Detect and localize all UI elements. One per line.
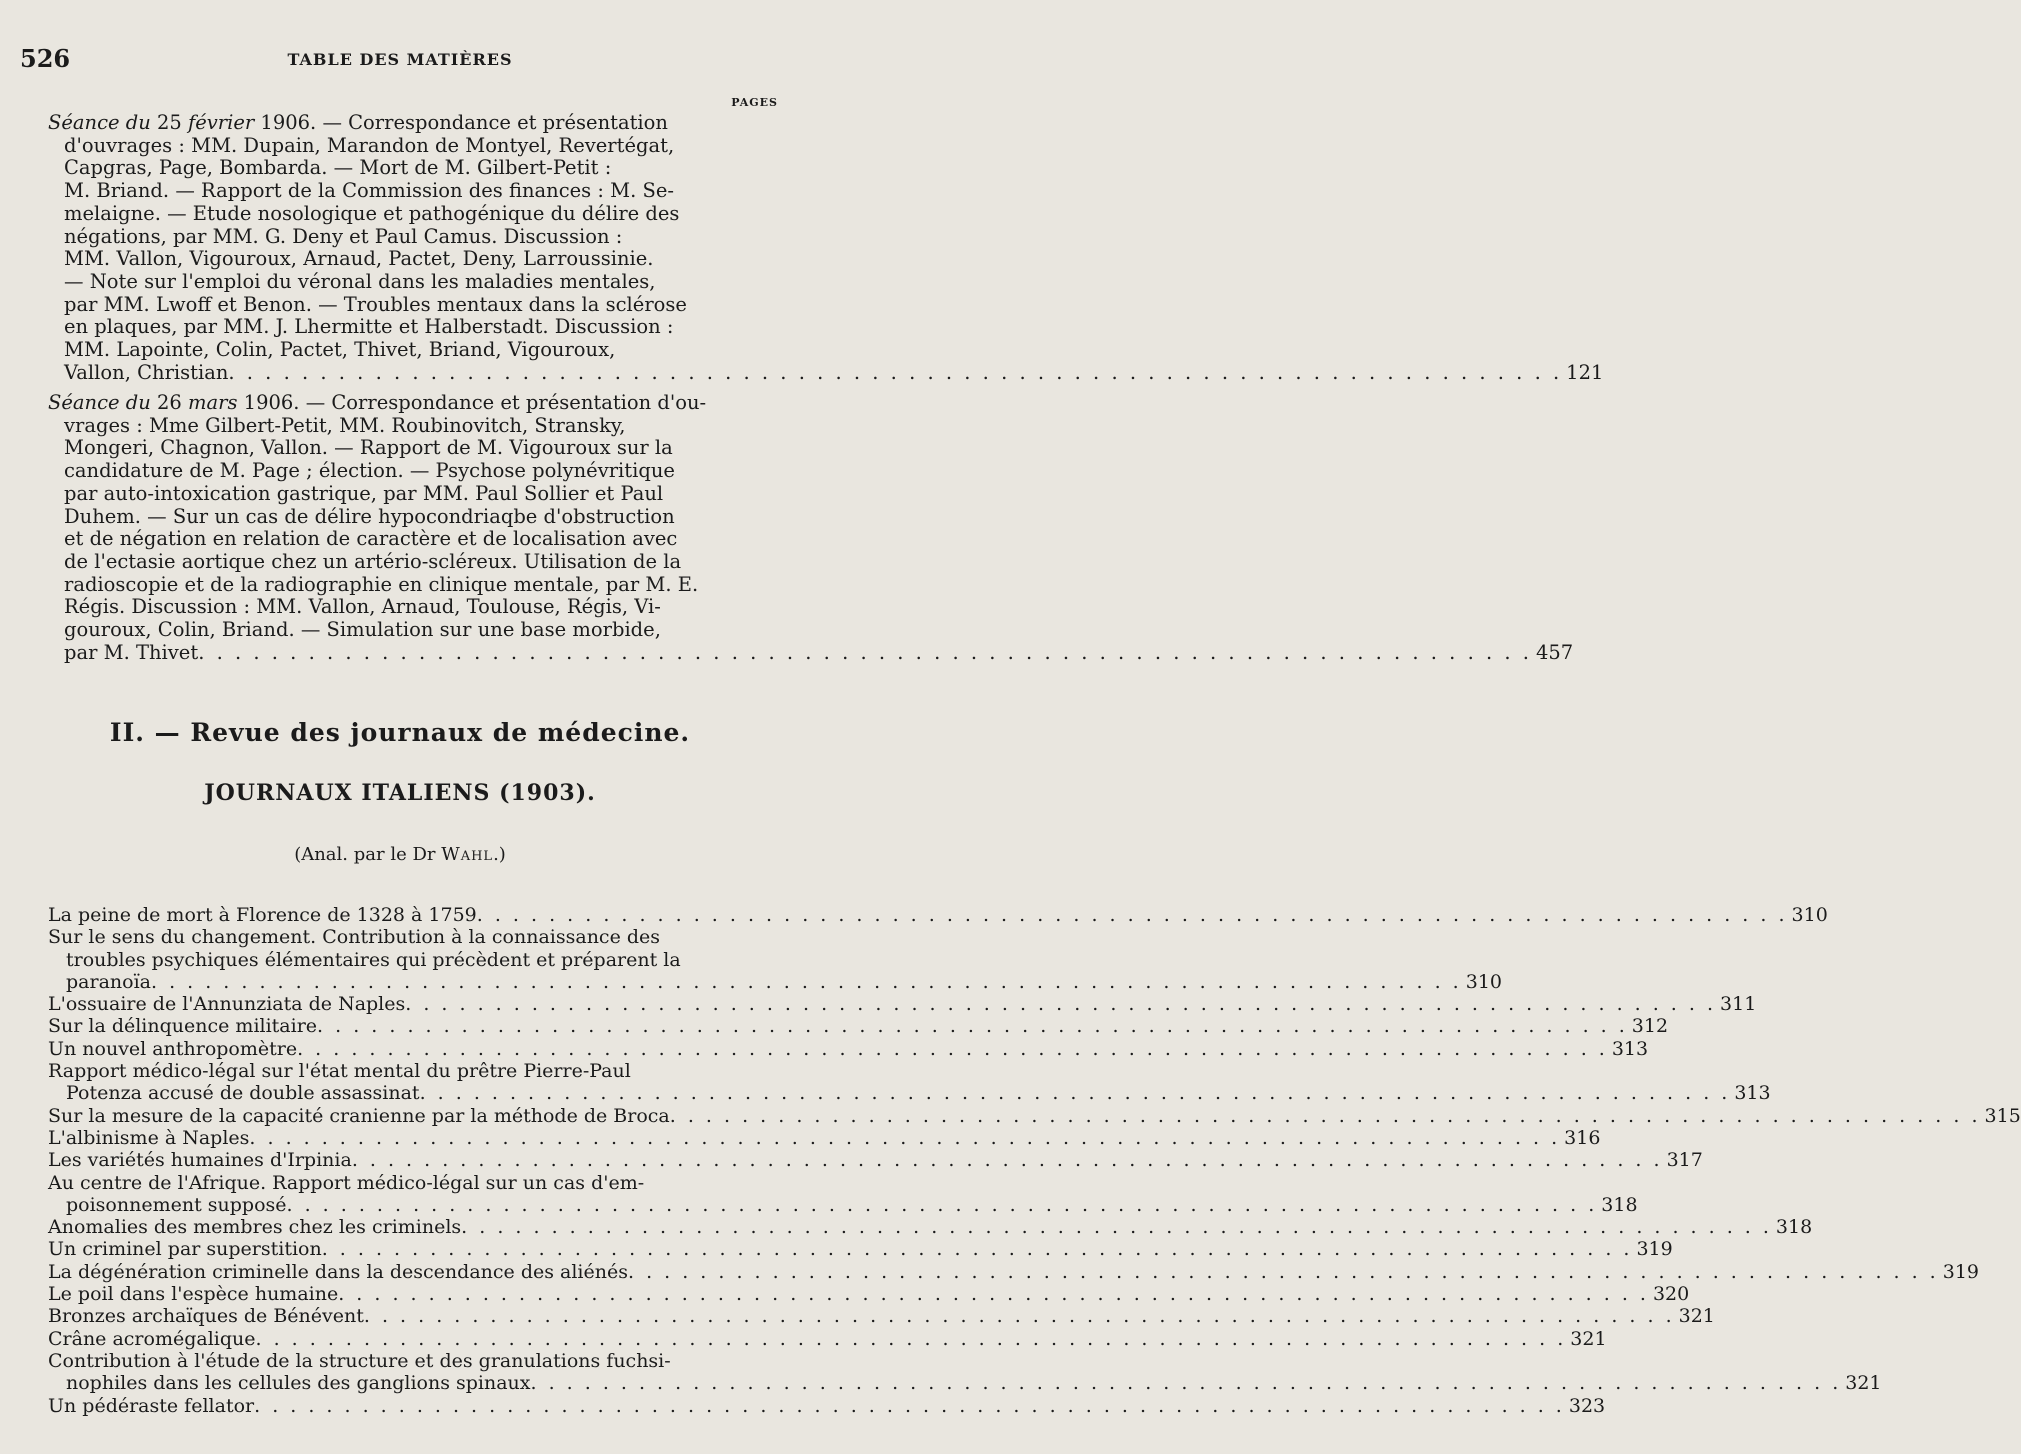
session-month: février — [188, 111, 255, 134]
dot-leader: . . . . . . . . . . . . . . . . . . . . . . . . . . . . . . . . . . . . . . . . . . . . . . . . . . . . . . . . . . . . . . . . . . . . . . . . . — [338, 1283, 1649, 1306]
entry-line: — Note sur l'emploi du véronal dans les maladies mentales, — [64, 269, 656, 293]
toc-page-number: 318 — [1601, 1193, 1638, 1216]
session-label: Séance du — [48, 111, 151, 134]
entry-line: vrages : Mme Gilbert-Petit, MM. Roubinovitch, Stransky, — [64, 413, 626, 437]
entry-line: de l'ectasie aortique chez un artério-scléreux. Utilisation de la — [64, 549, 682, 573]
toc-title: Contribution à l'étude de la structure et des granulations fuchsi- — [48, 1349, 671, 1372]
entry-line: en plaques, par MM. J. Lhermitte et Halberstadt. Discussion : — [64, 315, 674, 339]
entry-text: 1906. — Correspondance et présentation d'ou- — [237, 391, 707, 414]
toc-page-number: 310 — [1465, 970, 1502, 993]
dot-leader: . . . . . . . . . . . . . . . . . . . . . . . . . . . . . . . . . . . . . . . . . . . . . . . . . . . . . . . . . . . . . . . . . . . . . . . . . — [419, 1082, 1731, 1105]
dot-leader: . . . . . . . . . . . . . . . . . . . . . . . . . . . . . . . . . . . . . . . . . . . . . . . . . . . . . . . . . . . . . . . . . . . . . . . . . — [249, 1126, 1561, 1149]
entry-line: et de négation en relation de caractère et de localisation avec — [64, 527, 678, 551]
toc-page-number: 319 — [1636, 1238, 1673, 1261]
toc-item — [48, 926, 1502, 993]
toc-title-continued: Potenza accusé de double assassinat — [66, 1082, 420, 1105]
analyst-byline — [0, 844, 800, 865]
entry-line: Duhem. — Sur un cas de délire hypocondriaqbe d'obstruction — [64, 504, 675, 528]
toc-item — [48, 1394, 1606, 1417]
dot-leader: . . . . . . . . . . . . . . . . . . . . . . . . . . . . . . . . . . . . . . . . . . . . . . . . . . . . . . . . . . . . . . . . . . . . . . . . . — [255, 1327, 1567, 1350]
dot-leader: . . . . . . . . . . . . . . . . . . . . . . . . . . . . . . . . . . . . . . . . . . . . . . . . . . . . . . . . . . . . . . . . . . . . . . . . . — [228, 360, 1563, 384]
toc-line — [48, 1149, 1703, 1172]
entry-line — [48, 112, 766, 135]
toc-page-number: 323 — [1568, 1394, 1606, 1417]
section-title: II. — Revue des journaux de médecine. — [109, 718, 691, 747]
toc-page-number: 310 — [1791, 904, 1828, 926]
toc-page-number: 311 — [1720, 993, 1757, 1016]
toc-title: Sur la mesure de la capacité cranienne par la méthode de Broca — [48, 1104, 670, 1127]
toc-title-continued: nophiles dans les cellules des ganglions spinaux — [66, 1372, 531, 1395]
session-day: 26 — [150, 391, 189, 414]
session-entry-march — [48, 391, 1574, 664]
toc-page-number: 312 — [1631, 1015, 1669, 1038]
toc-item — [48, 1015, 1669, 1038]
toc-item — [48, 1216, 1813, 1239]
entry-line: par MM. Lwoff et Benon. — Troubles mentaux dans la sclérose — [64, 292, 687, 316]
journal-subtitle: JOURNAUX ITALIENS (1903). — [204, 780, 596, 806]
entry-line: M. Briand. — Rapport de la Commission des finances : M. Se- — [64, 179, 675, 203]
toc-item — [48, 1349, 1882, 1395]
toc-page-number: 321 — [1845, 1372, 1882, 1395]
toc-item — [48, 1260, 1979, 1283]
session-entry-february — [48, 111, 1604, 384]
session-day: 25 — [150, 111, 189, 134]
toc-line — [48, 904, 1828, 926]
toc-line — [48, 1305, 1715, 1328]
toc-item — [48, 1327, 1607, 1350]
toc-page-number: 318 — [1775, 1216, 1813, 1239]
toc-page-number: 313 — [1734, 1082, 1771, 1105]
entry-line: candidature de M. Page ; élection. — Psychose polynévritique — [64, 459, 675, 483]
entry-line: gouroux, Colin, Briand. — Simulation sur une base morbide, — [64, 618, 661, 642]
session-label: Séance du — [48, 391, 151, 414]
toc-line — [48, 970, 1502, 993]
toc-item — [48, 1238, 1673, 1261]
byline-suffix: .) — [493, 844, 506, 865]
entry-last-line — [48, 360, 1604, 385]
toc-line — [48, 1104, 2021, 1127]
dot-leader: . . . . . . . . . . . . . . . . . . . . . . . . . . . . . . . . . . . . . . . . . . . . . . . . . . . . . . . . . . . . . . . . . . . . . . . . . — [286, 1193, 1598, 1216]
running-title: TABLE DES MATIÈRES — [287, 50, 513, 69]
toc-line — [48, 1193, 1638, 1216]
toc-line — [48, 993, 1757, 1016]
toc-item — [48, 1283, 1690, 1306]
dot-leader: . . . . . . . . . . . . . . . . . . . . . . . . . . . . . . . . . . . . . . . . . . . . . . . . . . . . . . . . . . . . . . . . . . . . . . . . . — [461, 1216, 1772, 1239]
byline-prefix: (Anal. par le Dr — [294, 844, 442, 865]
entry-line: Régis. Discussion : MM. Vallon, Arnaud, Toulouse, Régis, Vi- — [64, 595, 661, 619]
toc-item — [48, 993, 1757, 1016]
dot-leader: . . . . . . . . . . . . . . . . . . . . . . . . . . . . . . . . . . . . . . . . . . . . . . . . . . . . . . . . . . . . . . . . . . . . . . . . . — [321, 1238, 1633, 1261]
entry-line — [48, 392, 766, 415]
entry-line: Mongeri, Chagnon, Vallon. — Rapport de M. Vigouroux sur la — [64, 436, 673, 460]
dot-leader: . . . . . . . . . . . . . . . . . . . . . . . . . . . . . . . . . . . . . . . . . . . . . . . . . . . . . . . . . . . . . . . . . . . . . . . . . — [405, 993, 1717, 1016]
toc-item — [48, 1126, 1601, 1149]
table-of-contents — [48, 904, 2021, 1417]
entry-line: MM. Lapointe, Colin, Pactet, Thivet, Briand, Vigouroux, — [64, 338, 616, 362]
dot-leader: . . . . . . . . . . . . . . . . . . . . . . . . . . . . . . . . . . . . . . . . . . . . . . . . . . . . . . . . . . . . . . . . . . . . . . . . . — [254, 1394, 1565, 1417]
toc-title: Sur le sens du changement. Contribution à la connaissance des — [48, 926, 661, 949]
toc-item — [48, 1104, 2021, 1127]
dot-leader: . . . . . . . . . . . . . . . . . . . . . . . . . . . . . . . . . . . . . . . . . . . . . . . . . . . . . . . . . . . . . . . . . . . . . . . . . — [150, 970, 1462, 993]
pages-column-label: PAGES — [731, 96, 778, 109]
toc-page-number: 313 — [1611, 1037, 1649, 1060]
toc-line — [48, 1238, 1673, 1261]
toc-page-number: 319 — [1942, 1260, 1979, 1283]
entry-line: par auto-intoxication gastrique, par MM. Paul Sollier et Paul — [64, 481, 664, 505]
toc-title-continued: troubles psychiques élémentaires qui précèdent et préparent la — [66, 948, 681, 971]
entry-line: d'ouvrages : MM. Dupain, Marandon de Montyel, Revertégat, — [64, 133, 675, 157]
dot-leader: . . . . . . . . . . . . . . . . . . . . . . . . . . . . . . . . . . . . . . . . . . . . . . . . . . . . . . . . . . . . . . . . . . . . . . . . . — [476, 904, 1788, 926]
page-header — [0, 44, 800, 74]
toc-item — [48, 1149, 1703, 1172]
toc-title: Rapport médico-légal sur l'état mental du prêtre Pierre-Paul — [48, 1060, 631, 1083]
entry-line: Capgras, Page, Bombarda. — Mort de M. Gilbert-Petit : — [64, 156, 612, 180]
toc-line — [48, 1015, 1669, 1038]
dot-leader: . . . . . . . . . . . . . . . . . . . . . . . . . . . . . . . . . . . . . . . . . . . . . . . . . . . . . . . . . . . . . . . . . . . . . . . . . — [297, 1037, 1608, 1060]
toc-title: Un nouvel anthropomètre — [48, 1037, 298, 1060]
toc-title: Bronzes archaïques de Bénévent — [48, 1305, 364, 1328]
toc-page-number: 321 — [1678, 1305, 1715, 1328]
toc-title: Un criminel par superstition — [48, 1238, 322, 1261]
entry-page-number: 121 — [1566, 360, 1604, 384]
dot-leader: . . . . . . . . . . . . . . . . . . . . . . . . . . . . . . . . . . . . . . . . . . . . . . . . . . . . . . . . . . . . . . . . . . . . . . . . . — [198, 640, 1532, 664]
entry-line: MM. Vallon, Vigouroux, Arnaud, Pactet, Deny, Larroussinie. — [64, 247, 654, 271]
toc-title: La peine de mort à Florence de 1328 à 1759 — [48, 904, 477, 926]
dot-leader: . . . . . . . . . . . . . . . . . . . . . . . . . . . . . . . . . . . . . . . . . . . . . . . . . . . . . . . . . . . . . . . . . . . . . . . . . — [317, 1015, 1628, 1038]
toc-line — [48, 1126, 1601, 1149]
toc-line — [48, 1283, 1690, 1306]
toc-title: Crâne acromégalique — [48, 1327, 256, 1350]
toc-title: L'ossuaire de l'Annunziata de Naples — [48, 993, 406, 1016]
toc-title: Sur la délinquence militaire — [48, 1015, 318, 1038]
toc-line — [48, 1260, 1979, 1283]
dot-leader: . . . . . . . . . . . . . . . . . . . . . . . . . . . . . . . . . . . . . . . . . . . . . . . . . . . . . . . . . . . . . . . . . . . . . . . . . — [627, 1260, 1939, 1283]
entry-line: négations, par MM. G. Deny et Paul Camus. Discussion : — [64, 224, 623, 248]
toc-item — [48, 1037, 1649, 1060]
toc-item — [48, 1060, 1771, 1105]
toc-line — [48, 1372, 1882, 1395]
dot-leader: . . . . . . . . . . . . . . . . . . . . . . . . . . . . . . . . . . . . . . . . . . . . . . . . . . . . . . . . . . . . . . . . . . . . . . . . . — [669, 1104, 1981, 1127]
dot-leader: . . . . . . . . . . . . . . . . . . . . . . . . . . . . . . . . . . . . . . . . . . . . . . . . . . . . . . . . . . . . . . . . . . . . . . . . . — [351, 1149, 1663, 1172]
toc-title-continued: paranoïa — [66, 970, 151, 993]
session-month: mars — [188, 391, 238, 414]
dot-leader: . . . . . . . . . . . . . . . . . . . . . . . . . . . . . . . . . . . . . . . . . . . . . . . . . . . . . . . . . . . . . . . . . . . . . . . . . — [530, 1372, 1842, 1395]
entry-line: radioscopie et de la radiographie en clinique mentale, par M. E. — [64, 572, 699, 596]
toc-page-number: 317 — [1666, 1149, 1703, 1172]
dot-leader: . . . . . . . . . . . . . . . . . . . . . . . . . . . . . . . . . . . . . . . . . . . . . . . . . . . . . . . . . . . . . . . . . . . . . . . . . — [363, 1305, 1675, 1328]
toc-item — [48, 1305, 1715, 1328]
entry-last-line — [48, 640, 1574, 665]
entry-text: 1906. — Correspondance et présentation — [254, 111, 668, 134]
toc-line — [48, 1037, 1649, 1060]
toc-title-continued: poisonnement supposé — [66, 1193, 287, 1216]
toc-title: Un pédéraste fellator — [48, 1394, 255, 1417]
toc-line — [48, 1394, 1606, 1417]
toc-line — [48, 1327, 1607, 1350]
toc-page-number: 320 — [1652, 1283, 1690, 1306]
toc-page-number: 321 — [1570, 1327, 1607, 1350]
toc-line — [48, 1082, 1771, 1105]
toc-title: L'albinisme à Naples — [48, 1126, 250, 1149]
toc-title: La dégénération criminelle dans la descendance des aliénés — [48, 1260, 628, 1283]
toc-title: Anomalies des membres chez les criminels — [48, 1216, 462, 1239]
toc-item — [48, 1171, 1638, 1217]
toc-item — [48, 904, 1828, 926]
byline-name: Wahl — [441, 844, 494, 865]
toc-line — [48, 1216, 1813, 1239]
entry-line: melaigne. — Etude nosologique et pathogénique du délire des — [64, 201, 680, 225]
page-number: 526 — [20, 44, 71, 73]
entry-page-number: 457 — [1535, 640, 1574, 664]
toc-page-number: 315 — [1984, 1104, 2021, 1127]
toc-title: Les variétés humaines d'Irpinia — [48, 1149, 352, 1172]
entry-text: par M. Thivet — [64, 640, 199, 664]
toc-page-number: 316 — [1564, 1126, 1601, 1149]
entry-text: Vallon, Christian — [64, 360, 229, 384]
toc-title: Au centre de l'Afrique. Rapport médico-légal sur un cas d'em- — [48, 1171, 645, 1194]
toc-title: Le poil dans l'espèce humaine — [48, 1283, 339, 1306]
